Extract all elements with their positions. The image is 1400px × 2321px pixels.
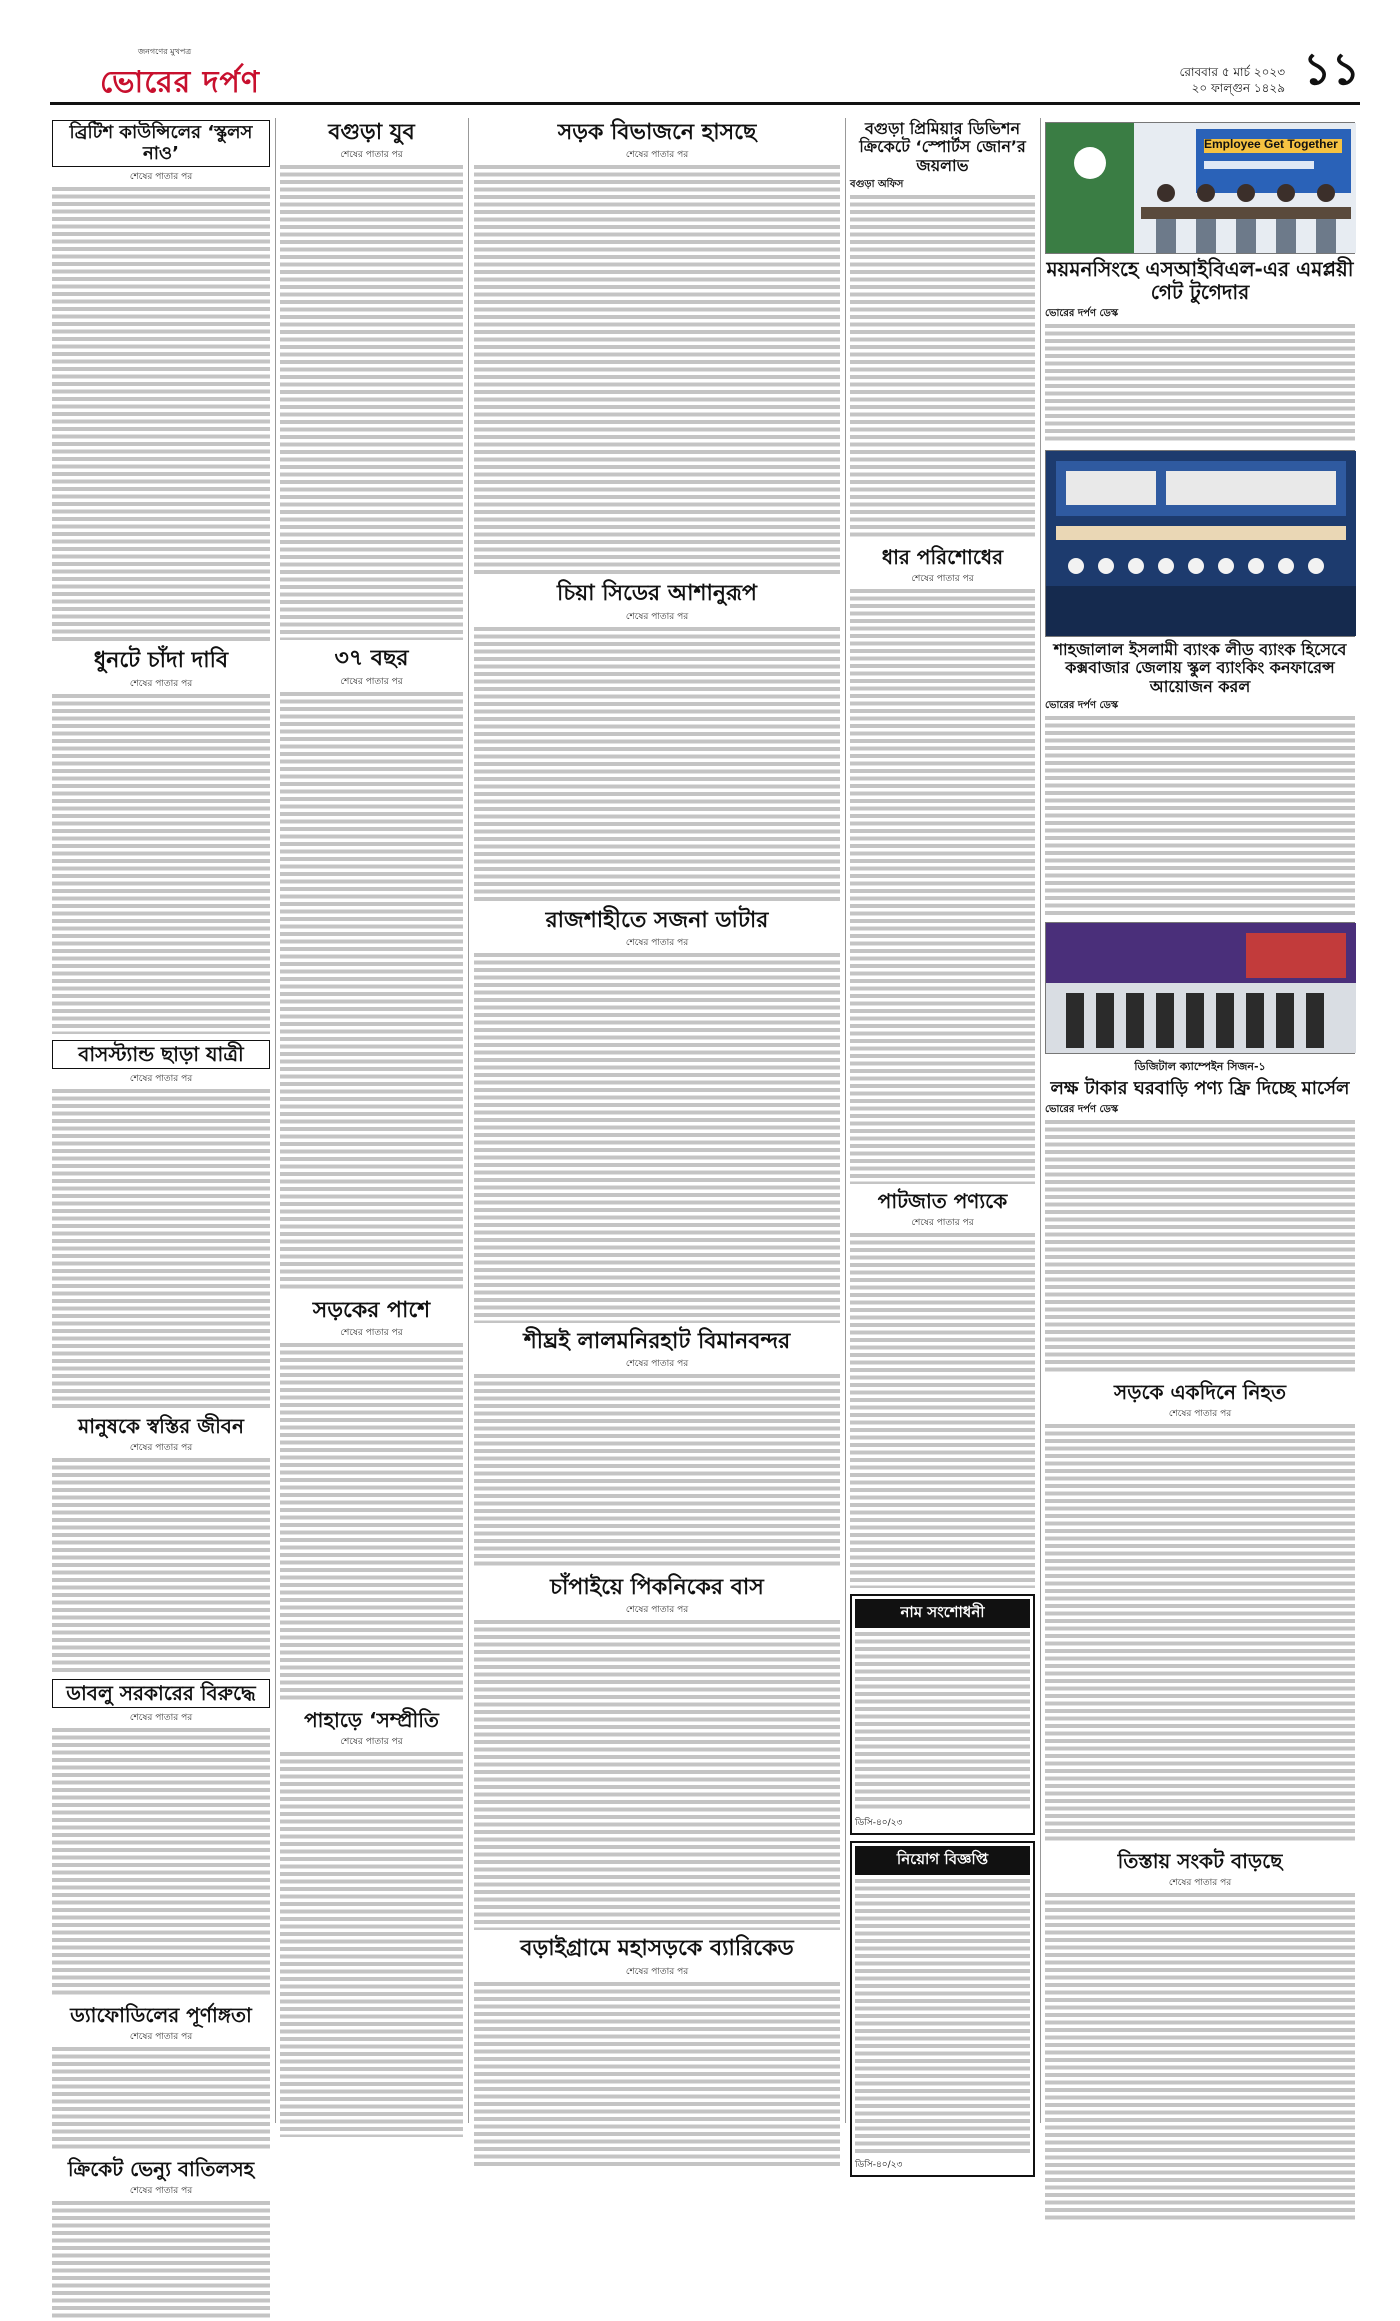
headline: তিস্তায় সংকট বাড়ছে xyxy=(1117,1848,1283,1873)
body-text xyxy=(1045,1120,1355,1375)
date-bengali: ২০ ফাল্গুন ১৪২৯ xyxy=(1191,81,1285,95)
column-divider xyxy=(275,118,276,2123)
column-5 xyxy=(850,118,1035,2171)
body-text xyxy=(52,1089,270,1409)
article xyxy=(280,1709,463,2137)
column-6 xyxy=(1045,118,1355,2123)
continuation-label: শেষের পাতার পর xyxy=(625,1359,689,1370)
body-text xyxy=(850,1233,1035,1588)
body-text xyxy=(474,627,840,902)
article xyxy=(52,1040,270,1409)
body-text xyxy=(280,1752,463,2137)
byline: বগুড়া অফিস xyxy=(850,179,904,191)
continuation-label: শেষের পাতার পর xyxy=(625,1605,689,1616)
headline: সড়কের পাশে xyxy=(312,1297,431,1323)
body-text xyxy=(52,694,270,1034)
continuation-label: শেষের পাতার পর xyxy=(129,2185,193,2196)
article xyxy=(1045,1058,1355,1375)
body-text xyxy=(474,165,840,575)
byline: ভোরের দর্পণ ডেস্ক xyxy=(1045,308,1119,319)
headline: ব্রিটিশ কাউন্সিলের ‘স্কুলস নাও’ xyxy=(52,120,270,167)
article xyxy=(474,1329,840,1569)
continuation-label: শেষের পাতার পর xyxy=(129,1073,193,1084)
body-text xyxy=(474,1982,840,2167)
article xyxy=(474,581,840,901)
headline: ডাবলু সরকারের বিরুদ্ধে xyxy=(52,1679,270,1708)
article xyxy=(474,1575,840,1930)
continuation-label: শেষের পাতার পর xyxy=(1168,1408,1232,1419)
body-text xyxy=(52,2047,270,2152)
event-photo-marcel xyxy=(1045,922,1355,1054)
article xyxy=(1045,258,1355,444)
article xyxy=(850,1190,1035,1588)
column-2 xyxy=(280,118,463,2123)
byline: ভোরের দর্পণ ডেস্ক xyxy=(1045,700,1119,712)
column-3-4 xyxy=(474,118,840,2123)
photo-illustration xyxy=(1046,451,1356,636)
headline: মানুষকে স্বস্তির জীবন xyxy=(78,1413,244,1438)
continuation-label: শেষের পাতার পর xyxy=(1168,1877,1232,1888)
continuation-label: শেষের পাতার পর xyxy=(129,678,193,689)
body-text xyxy=(1045,716,1355,916)
article xyxy=(280,120,463,640)
headline: লক্ষ টাকার ঘরবাড়ি পণ্য ফ্রি দিচ্ছে মার্সেল xyxy=(1050,1078,1350,1100)
body-text xyxy=(52,1728,270,1998)
photo-illustration xyxy=(1046,923,1356,1053)
continuation-label: শেষের পাতার পর xyxy=(340,1736,403,1747)
article xyxy=(474,908,840,1323)
newspaper-logo: ভোরের দর্পণ xyxy=(100,65,260,100)
notice-title: নিয়োগ বিজ্ঞপ্তি xyxy=(855,1846,1030,1875)
classified-notice-recruitment xyxy=(850,1841,1035,2177)
article xyxy=(52,2158,270,2321)
continuation-label: শেষের পাতার পর xyxy=(340,676,403,687)
body-text xyxy=(850,589,1035,1184)
page-number: ১১ xyxy=(1302,44,1360,95)
classified-notice-name-correction xyxy=(850,1594,1035,1835)
article xyxy=(52,120,270,642)
headline: ক্রিকেট ভেন্যু বাতিলসহ xyxy=(67,2156,255,2181)
notice-text xyxy=(855,1632,1030,1812)
column-divider xyxy=(1040,118,1041,2123)
body-text xyxy=(280,1343,463,1703)
campaign-slug: ডিজিটাল ক্যাম্পেইন সিজন-১ xyxy=(1134,1060,1266,1074)
notice-text xyxy=(855,1879,1030,2154)
continuation-label: শেষের পাতার পর xyxy=(911,1218,974,1229)
headline: শীঘ্রই লালমনিরহাট বিমানবন্দর xyxy=(523,1328,791,1354)
headline: চিয়া সিডের আশানুরূপ xyxy=(557,581,757,607)
body-text xyxy=(1045,1424,1355,1844)
headline: বাসস্ট্যান্ড ছাড়া যাত্রী xyxy=(52,1040,270,1069)
article xyxy=(850,546,1035,1184)
continuation-label: শেষের পাতার পর xyxy=(911,574,974,585)
body-text xyxy=(850,195,1035,540)
event-photo-sibl xyxy=(1045,122,1355,254)
dateline xyxy=(1180,64,1285,96)
headline: ৩৭ বছর xyxy=(334,646,409,672)
article xyxy=(52,2004,270,2152)
article xyxy=(52,1679,270,1998)
column-divider xyxy=(468,118,469,2123)
article xyxy=(52,648,270,1033)
continuation-label: শেষের পাতার পর xyxy=(340,150,403,161)
body-text xyxy=(280,692,463,1292)
body-text xyxy=(1045,324,1355,444)
continuation-label: শেষের পাতার পর xyxy=(625,937,689,948)
article xyxy=(280,646,463,1291)
article xyxy=(1045,1381,1355,1844)
headline: ময়মনসিংহে এসআইবিএল-এর এমপ্লয়ী গেট টুগেদার xyxy=(1046,257,1354,304)
continuation-label: শেষের পাতার পর xyxy=(340,1327,403,1338)
headline: বগুড়া প্রিমিয়ার ডিভিশন ক্রিকেটে ‘স্পোর্টস জোন’র জয়লাভ xyxy=(859,119,1026,175)
headline: সড়ক বিভাজনে হাসছে xyxy=(557,120,757,145)
continuation-label: শেষের পাতার পর xyxy=(129,172,193,183)
headline: শাহজালাল ইসলামী ব্যাংক লীড ব্যাংক হিসেবে কক্সবাজার জেলায় স্কুল ব্যাংকিং কনফারেন্স আয়োজন করল xyxy=(1053,640,1347,696)
notice-title: নাম সংশোধনী xyxy=(855,1599,1030,1628)
article xyxy=(850,120,1035,540)
date-gregorian: রোববার ৫ মার্চ ২০২৩ xyxy=(1179,65,1285,79)
headline: ধুনটে চাঁদা দাবি xyxy=(93,648,229,674)
article xyxy=(280,1298,463,1703)
article xyxy=(474,1936,840,2166)
headline: বড়াইগ্রামে মহাসড়কে ব্যারিকেড xyxy=(520,1936,794,1962)
body-text xyxy=(52,2201,270,2321)
body-text xyxy=(474,1620,840,1930)
column-divider xyxy=(845,118,846,2123)
continuation-label: শেষের পাতার পর xyxy=(129,1442,193,1453)
continuation-label: শেষের পাতার পর xyxy=(625,611,689,622)
article xyxy=(1045,641,1355,916)
continuation-label: শেষের পাতার পর xyxy=(129,1712,193,1723)
article xyxy=(52,1415,270,1673)
headline: ধার পরিশোধের xyxy=(881,545,1004,570)
byline: ভোরের দর্পণ ডেস্ক xyxy=(1045,1103,1119,1115)
article xyxy=(1045,1850,1355,2223)
continuation-label: শেষের পাতার পর xyxy=(625,150,689,161)
notice-code: ডিসি-৪০/২৩ xyxy=(855,1818,903,1829)
notice-code: ডিসি-৪০/২৩ xyxy=(855,2160,903,2171)
continuation-label: শেষের পাতার পর xyxy=(625,1966,689,1977)
masthead xyxy=(50,40,1360,105)
headline: পাহাড়ে ‘সম্প্রীতি xyxy=(304,1707,439,1732)
article xyxy=(474,120,840,575)
photo-banner-text: Employee Get Together xyxy=(1204,137,1338,151)
headline: রাজশাহীতে সজনা ডাটার xyxy=(545,907,769,933)
body-text xyxy=(474,1374,840,1569)
headline: পাটজাত পণ্যকে xyxy=(877,1189,1008,1214)
headline: চাঁপাইয়ে পিকনিকের বাস xyxy=(550,1575,764,1601)
headline: ড্যাফোডিলের পূর্ণাঙ্গতা xyxy=(70,2002,252,2027)
body-text xyxy=(52,1458,270,1673)
masthead-tagline: জনগণের মুখপত্র xyxy=(138,47,192,56)
headline: সড়কে একদিনে নিহত xyxy=(1113,1379,1287,1404)
body-text xyxy=(474,953,840,1323)
continuation-label: শেষের পাতার পর xyxy=(129,2031,193,2042)
body-text xyxy=(52,187,270,642)
headline: বগুড়া যুব xyxy=(328,120,415,145)
body-text xyxy=(280,165,463,640)
column-1 xyxy=(52,118,270,2196)
body-text xyxy=(1045,1893,1355,2223)
event-photo-shahjalal-bank xyxy=(1045,450,1355,637)
